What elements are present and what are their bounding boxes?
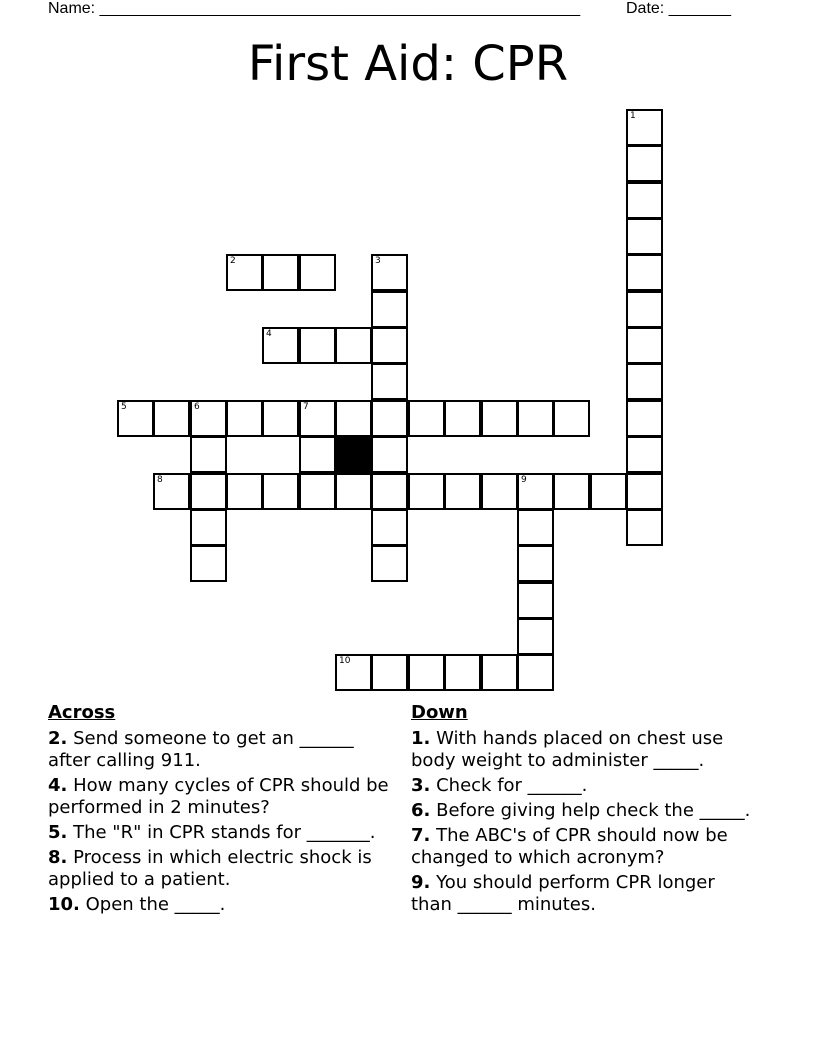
clue-text: Process in which electric shock is applied to a patient. — [48, 847, 372, 890]
down-heading: Down — [411, 702, 468, 723]
grid-cell[interactable] — [626, 436, 663, 473]
down-clue — [411, 775, 756, 797]
grid-cell[interactable] — [517, 545, 554, 582]
grid-cell[interactable] — [371, 473, 408, 510]
down-clues — [411, 702, 756, 919]
down-clue — [411, 800, 756, 822]
grid-cell[interactable] — [371, 545, 408, 582]
clue-text: With hands placed on chest use body weight to administer _____. — [411, 728, 724, 771]
grid-cell[interactable] — [626, 473, 663, 510]
clue-text: Open the _____. — [79, 894, 226, 915]
clue-number: 10. — [48, 894, 80, 915]
cell-number: 9 — [521, 475, 527, 485]
grid-cell[interactable] — [408, 473, 445, 510]
grid-cell[interactable] — [517, 509, 554, 546]
grid-cell[interactable] — [626, 218, 663, 255]
grid-cell[interactable] — [371, 363, 408, 400]
grid-cell[interactable] — [517, 400, 554, 437]
grid-cell[interactable] — [626, 363, 663, 400]
grid-cell[interactable] — [371, 291, 408, 328]
clue-number: 5. — [48, 822, 68, 843]
name-field[interactable]: Name: ______________________________________________________ — [48, 0, 581, 17]
clue-number: 8. — [48, 847, 68, 868]
numbered-cell[interactable] — [226, 254, 263, 291]
grid-cell[interactable] — [299, 473, 336, 510]
grid-cell[interactable] — [481, 400, 518, 437]
numbered-cell[interactable] — [153, 473, 190, 510]
numbered-cell[interactable] — [517, 473, 554, 510]
grid-cell[interactable] — [371, 509, 408, 546]
numbered-cell[interactable] — [371, 254, 408, 291]
grid-cell[interactable] — [371, 400, 408, 437]
grid-cell[interactable] — [517, 582, 554, 619]
grid-cell[interactable] — [190, 473, 227, 510]
grid-cell[interactable] — [335, 400, 372, 437]
grid-cell[interactable] — [190, 545, 227, 582]
grid-cell[interactable] — [481, 654, 518, 691]
grid-cell[interactable] — [444, 654, 481, 691]
grid-cell[interactable] — [335, 473, 372, 510]
clue-number: 7. — [411, 825, 431, 846]
clue-number: 4. — [48, 775, 68, 796]
grid-cell[interactable] — [408, 654, 445, 691]
date-field[interactable]: Date: _______ — [626, 0, 731, 17]
grid-cell[interactable] — [444, 400, 481, 437]
grid-cell[interactable] — [190, 509, 227, 546]
grid-cell[interactable] — [517, 618, 554, 655]
grid-cell[interactable] — [299, 254, 336, 291]
cell-number: 1 — [630, 111, 636, 121]
clue-text: Before giving help check the _____. — [430, 800, 751, 821]
clue-number: 9. — [411, 872, 431, 893]
grid-cell[interactable] — [299, 436, 336, 473]
clue-number: 2. — [48, 728, 68, 749]
grid-cell[interactable] — [262, 400, 299, 437]
grid-cell[interactable] — [226, 473, 263, 510]
grid-cell[interactable] — [626, 145, 663, 182]
cell-number: 5 — [121, 402, 127, 412]
numbered-cell[interactable] — [335, 654, 372, 691]
grid-cell[interactable] — [408, 400, 445, 437]
grid-cell[interactable] — [517, 654, 554, 691]
across-clues — [48, 702, 393, 919]
grid-cell[interactable] — [626, 400, 663, 437]
numbered-cell[interactable] — [626, 109, 663, 146]
down-clue — [411, 825, 756, 869]
grid-cell[interactable] — [626, 291, 663, 328]
across-clue — [48, 894, 393, 916]
cell-number: 8 — [157, 475, 163, 485]
numbered-cell[interactable] — [262, 327, 299, 364]
cell-number: 3 — [375, 256, 381, 266]
cell-number: 2 — [230, 256, 236, 266]
grid-cell[interactable] — [481, 473, 518, 510]
grid-cell[interactable] — [444, 473, 481, 510]
clue-number: 3. — [411, 775, 431, 796]
grid-cell[interactable] — [626, 254, 663, 291]
grid-cell[interactable] — [626, 182, 663, 219]
grid-cell[interactable] — [371, 327, 408, 364]
cell-number: 10 — [339, 656, 351, 666]
clue-text: How many cycles of CPR should be performed in 2 minutes? — [48, 775, 389, 818]
clue-text: Send someone to get an ______ after calling 911. — [48, 728, 354, 771]
clue-text: Check for ______. — [430, 775, 588, 796]
grid-cell[interactable] — [190, 436, 227, 473]
cell-number: 6 — [194, 402, 200, 412]
cell-number: 7 — [303, 402, 309, 412]
numbered-cell[interactable] — [190, 400, 227, 437]
across-clue — [48, 775, 393, 819]
grid-cell[interactable] — [262, 473, 299, 510]
numbered-cell[interactable] — [299, 400, 336, 437]
grid-cell[interactable] — [153, 400, 190, 437]
down-clue — [411, 728, 756, 772]
grid-cell[interactable] — [226, 400, 263, 437]
grid-cell[interactable] — [262, 254, 299, 291]
clue-text: You should perform CPR longer than ______ minutes. — [411, 872, 715, 915]
down-clue — [411, 872, 756, 916]
grid-cell[interactable] — [626, 327, 663, 364]
grid-cell[interactable] — [371, 654, 408, 691]
numbered-cell[interactable] — [117, 400, 154, 437]
across-clue — [48, 728, 393, 772]
grid-cell[interactable] — [335, 327, 372, 364]
page-title: First Aid: CPR — [247, 36, 569, 92]
across-heading: Across — [48, 702, 116, 723]
grid-cell[interactable] — [553, 473, 590, 510]
grid-cell[interactable] — [626, 509, 663, 546]
clue-text: The ABC's of CPR should now be changed to which acronym? — [411, 825, 728, 868]
clue-number: 1. — [411, 728, 431, 749]
cell-number: 4 — [266, 329, 272, 339]
clue-number: 6. — [411, 800, 431, 821]
across-clue — [48, 822, 393, 844]
grid-cell[interactable] — [553, 400, 590, 437]
clue-text: The "R" in CPR stands for _______. — [67, 822, 376, 843]
grid-cell[interactable] — [590, 473, 627, 510]
black-square — [335, 436, 372, 473]
grid-cell[interactable] — [371, 436, 408, 473]
grid-cell[interactable] — [299, 327, 336, 364]
across-clue — [48, 847, 393, 891]
